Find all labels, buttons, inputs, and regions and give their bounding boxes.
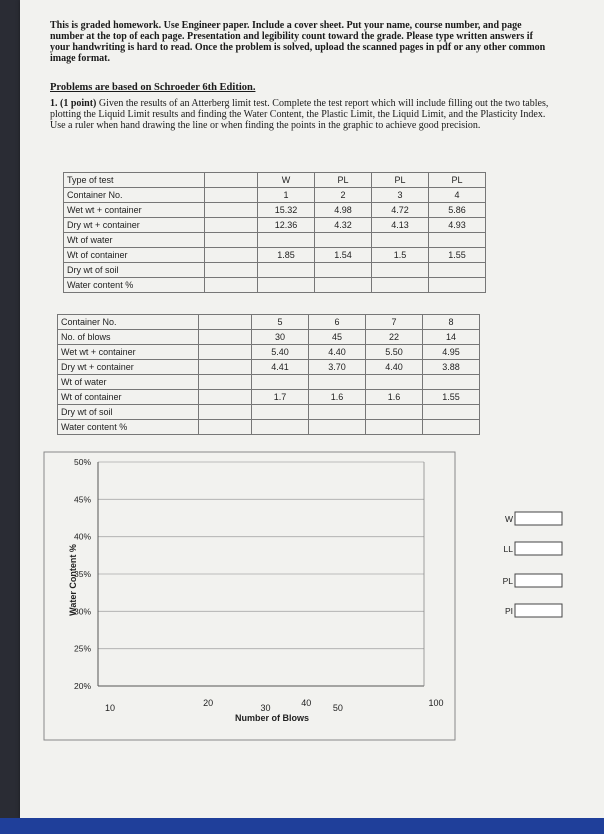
y-tick-label: 45% — [73, 494, 91, 505]
y-tick-label: 40% — [73, 531, 91, 542]
ll-table-value-cell[interactable]: 7 — [366, 315, 423, 330]
ll-table-row-label: Dry wt + container — [58, 360, 199, 375]
ll-table-value-cell[interactable]: 1.6 — [366, 390, 423, 405]
ll-table-value-cell[interactable]: 5.40 — [252, 345, 309, 360]
x-tick-label: 30 — [260, 703, 271, 713]
pl-table-row-label: Type of test — [64, 173, 205, 188]
problem-number: 1. (1 point) — [50, 98, 97, 109]
ll-table-value-cell[interactable]: 3.70 — [309, 360, 366, 375]
ll-table-row-label: Container No. — [58, 315, 199, 330]
pl-table-row-label: Water content % — [64, 278, 205, 293]
result-label-pl: PL — [502, 576, 513, 586]
ll-table-value-cell[interactable]: 5 — [252, 315, 309, 330]
pl-table-row-label: Container No. — [64, 188, 205, 203]
y-tick-label: 25% — [73, 643, 91, 654]
pl-table-value-cell[interactable]: PL — [429, 173, 486, 188]
pl-table-value-cell[interactable]: 4 — [429, 188, 486, 203]
y-tick-label: 30% — [73, 606, 91, 617]
x-tick-label: 50 — [332, 703, 343, 713]
ll-table-value-cell[interactable]: 4.95 — [423, 345, 480, 360]
result-label-pi: PI — [504, 606, 513, 616]
y-tick-label: 35% — [73, 569, 91, 579]
pl-table-value-cell[interactable]: 1.54 — [315, 248, 372, 263]
section-heading: Problems are based on Schroeder 6th Edition. — [50, 82, 256, 93]
problem-text: Given the results of an Atterberg limit test. Complete the test report which will include filling out the two tables, plotting the Liquid Limit results and finding the Water Content, the Plastic Limit, the Liquid Limit, and the Plasticity Index. Use a ruler when hand drawing the line or when finding the points in the graphic to achieve good precision. — [50, 98, 549, 131]
pl-table-value-cell[interactable]: 4.98 — [315, 203, 372, 218]
ll-table-value-cell[interactable]: 14 — [423, 330, 480, 345]
y-tick-label: 50% — [73, 457, 91, 467]
pl-table-value-cell[interactable]: PL — [372, 173, 429, 188]
ll-table-value-cell[interactable]: 5.50 — [366, 345, 423, 360]
y-tick-label: 20% — [73, 681, 91, 691]
pl-table-row-label: Wet wt + container — [64, 203, 205, 218]
ll-table-row-label: No. of blows — [58, 330, 199, 345]
x-axis-label: Number of Blows — [234, 713, 310, 723]
pl-table-value-cell[interactable]: W — [258, 173, 315, 188]
ll-table-value-cell[interactable]: 3.88 — [423, 360, 480, 375]
pl-table-value-cell[interactable]: 4.72 — [372, 203, 429, 218]
ll-table-value-cell[interactable]: 4.41 — [252, 360, 309, 375]
pl-table-row-label: Dry wt + container — [64, 218, 205, 233]
result-label-w: W — [504, 514, 513, 524]
result-box-w — [515, 512, 562, 525]
ll-table-value-cell[interactable]: 8 — [423, 315, 480, 330]
ll-table-value-cell[interactable]: 45 — [309, 330, 366, 345]
x-tick-label: 10 — [104, 703, 116, 713]
pl-table-row-label: Wt of container — [64, 248, 205, 263]
result-box-pl — [515, 574, 562, 587]
pl-table-value-cell[interactable]: 1.5 — [372, 248, 429, 263]
pl-table-value-cell[interactable]: 2 — [315, 188, 372, 203]
y-axis-label: Water Content % — [68, 544, 78, 616]
chart-border — [44, 452, 455, 740]
x-tick-label: 20 — [203, 698, 214, 708]
ll-table-value-cell[interactable]: 6 — [309, 315, 366, 330]
ll-table-value-cell[interactable]: 1.6 — [309, 390, 366, 405]
desk-edge — [0, 818, 604, 834]
ll-table-row-label: Wet wt + container — [58, 345, 199, 360]
pl-table-row-label: Wt of water — [64, 233, 205, 248]
ll-table-value-cell[interactable]: 1.55 — [423, 390, 480, 405]
ll-table-value-cell[interactable]: 30 — [252, 330, 309, 345]
ll-table-row-label: Wt of container — [58, 390, 199, 405]
pl-table-row-label: Dry wt of soil — [64, 263, 205, 278]
pl-table-value-cell[interactable]: 1.85 — [258, 248, 315, 263]
pl-table-value-cell[interactable]: 1 — [258, 188, 315, 203]
x-tick-label: 40 — [301, 698, 312, 708]
ll-table-value-cell[interactable]: 1.7 — [252, 390, 309, 405]
pl-table-value-cell[interactable]: 3 — [372, 188, 429, 203]
pl-table-value-cell[interactable]: 5.86 — [429, 203, 486, 218]
x-tick-label: 100 — [428, 698, 444, 708]
ll-table-row-label: Dry wt of soil — [58, 405, 199, 420]
pl-table-value-cell[interactable]: 4.13 — [372, 218, 429, 233]
ll-table-value-cell[interactable]: 4.40 — [309, 345, 366, 360]
pl-table-value-cell[interactable]: 4.32 — [315, 218, 372, 233]
pl-table-value-cell[interactable]: 1.55 — [429, 248, 486, 263]
pl-table-value-cell[interactable]: PL — [315, 173, 372, 188]
instructions-text: This is graded homework. Use Engineer paper. Include a cover sheet. Put your name, course number, and page number at the top of each page. Presentation and legibility count toward the grade. Please type written answers if your handwriting is hard to read. Once the problem is solved, upload the scanned pages in pdf or any other common image format. — [50, 20, 546, 64]
pl-table-value-cell[interactable]: 12.36 — [258, 218, 315, 233]
ll-table-row-label: Wt of water — [58, 375, 199, 390]
ll-table-value-cell[interactable]: 22 — [366, 330, 423, 345]
pl-table-value-cell[interactable]: 15.32 — [258, 203, 315, 218]
result-label-ll: LL — [503, 544, 513, 554]
result-box-ll — [515, 542, 562, 555]
result-box-pi — [515, 604, 562, 617]
pl-table-value-cell[interactable]: 4.93 — [429, 218, 486, 233]
ll-table-value-cell[interactable]: 4.40 — [366, 360, 423, 375]
ll-table-row-label: Water content % — [58, 420, 199, 435]
